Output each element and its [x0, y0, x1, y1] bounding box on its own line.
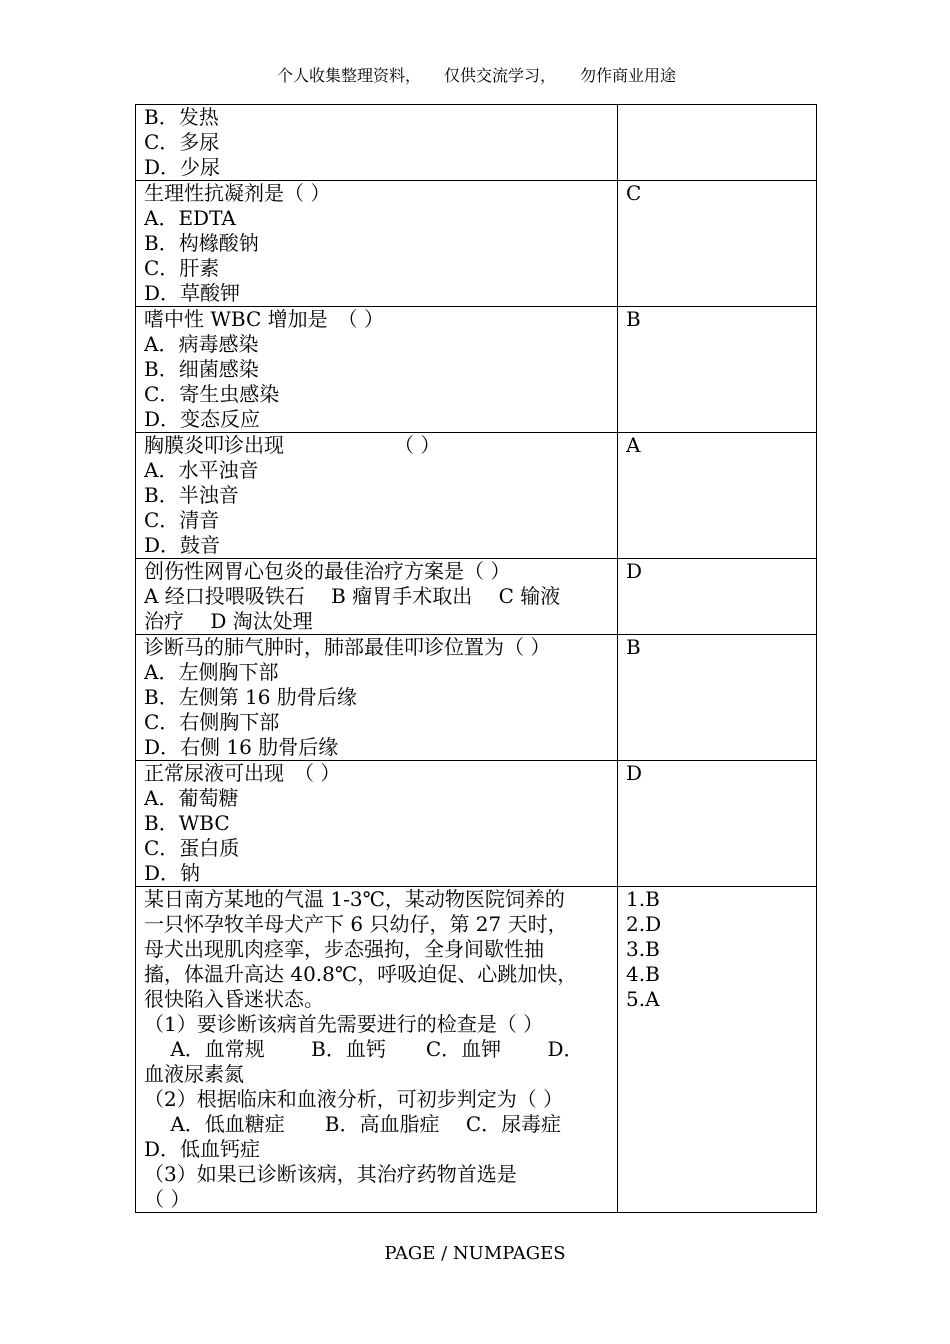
question-line: 搐，体温升高达 40.8℃，呼吸迫促、心跳加快，: [144, 962, 578, 986]
question-line: D．右侧 16 肋骨后缘: [144, 735, 339, 759]
question-line: A 经口投喂吸铁石 B 瘤胃手术取出 C 输液: [144, 584, 561, 608]
answer-line: 5.A: [626, 987, 660, 1011]
answer-line: D: [626, 761, 643, 785]
question-line: C．多尿: [144, 130, 220, 154]
question-cell: [136, 761, 618, 887]
question-cell: [136, 635, 618, 761]
question-row: [136, 433, 817, 559]
question-line: B．WBC: [144, 811, 230, 835]
question-line: D．钠: [144, 861, 201, 885]
question-line: B．细菌感染: [144, 357, 259, 381]
answer-cell: [618, 559, 817, 635]
question-cell: [136, 307, 618, 433]
question-cell: [136, 559, 618, 635]
question-line: D．鼓音: [144, 533, 221, 557]
answer-cell: [618, 635, 817, 761]
question-row: [136, 761, 817, 887]
header-part-2: 仅供交流学习，: [444, 66, 557, 85]
question-line: A．血常规 B．血钙 C．血钾 D．: [144, 1037, 584, 1061]
question-line: 很快陷入昏迷状态。: [144, 987, 324, 1011]
answer-line: B: [626, 635, 641, 659]
question-row: [136, 181, 817, 307]
question-line: 胸膜炎叩诊出现 （ ）: [144, 433, 441, 457]
question-row: [136, 559, 817, 635]
question-line: B．左侧第 16 肋骨后缘: [144, 685, 357, 709]
answer-line: 1.B: [626, 887, 660, 911]
question-line: D．低血钙症: [144, 1137, 261, 1161]
answer-line: 3.B: [626, 937, 660, 961]
answer-line: D: [626, 559, 643, 583]
question-line: 治疗 D 淘汰处理: [144, 609, 313, 633]
question-line: 血液尿素氮: [144, 1062, 244, 1086]
answer-cell: [618, 433, 817, 559]
answer-cell: [618, 887, 817, 1213]
question-row: [136, 887, 817, 1213]
question-line: C．蛋白质: [144, 836, 240, 860]
question-line: B．发热: [144, 105, 219, 129]
question-line: A．左侧胸下部: [144, 660, 279, 684]
question-line: C．清音: [144, 508, 220, 532]
question-line: B．构橼酸钠: [144, 231, 259, 255]
question-line: B．半浊音: [144, 483, 239, 507]
answer-line: A: [626, 433, 641, 457]
question-cell: [136, 433, 618, 559]
answer-line: C: [626, 181, 642, 205]
question-line: D．草酸钾: [144, 281, 241, 305]
question-line: D．变态反应: [144, 407, 261, 431]
question-line: 一只怀孕牧羊母犬产下 6 只幼仔，第 27 天时，: [144, 912, 568, 936]
answer-cell: [618, 181, 817, 307]
answer-cell: [618, 105, 817, 181]
question-line: （2）根据临床和血液分析，可初步判定为（ ）: [144, 1087, 564, 1111]
question-line: 某日南方某地的气温 1-3℃，某动物医院饲养的: [144, 887, 565, 911]
question-line: A．葡萄糖: [144, 786, 239, 810]
question-cell: [136, 105, 618, 181]
question-row: [136, 635, 817, 761]
answer-line: 4.B: [626, 962, 660, 986]
question-line: A．水平浊音: [144, 458, 259, 482]
question-line: C．右侧胸下部: [144, 710, 280, 734]
question-line: （ ）: [144, 1187, 191, 1211]
question-line: 诊断马的肺气肿时，肺部最佳叩诊位置为（ ）: [144, 635, 551, 659]
question-line: （3）如果已诊断该病，其治疗药物首选是: [144, 1162, 517, 1186]
question-line: D．少尿: [144, 155, 221, 179]
question-cell: [136, 887, 618, 1213]
header-part-1: 个人收集整理资料，: [277, 66, 422, 85]
answer-line: B: [626, 307, 641, 331]
header-part-3: 勿作商业用途: [580, 66, 677, 85]
question-line: C．肝素: [144, 256, 220, 280]
answer-cell: [618, 761, 817, 887]
question-cell: [136, 181, 618, 307]
question-table-body: [136, 105, 817, 1213]
question-line: （1）要诊断该病首先需要进行的检查是（ ）: [144, 1012, 544, 1036]
question-line: A．低血糖症 B．高血脂症 C．尿毒症: [144, 1112, 562, 1136]
question-line: 生理性抗凝剂是（ ）: [144, 181, 331, 205]
answer-cell: [618, 307, 817, 433]
question-row: [136, 307, 817, 433]
question-line: 正常尿液可出现 （ ）: [144, 761, 341, 785]
page-header: [0, 62, 950, 90]
question-line: A．EDTA: [144, 206, 236, 230]
answer-line: 2.D: [626, 912, 662, 936]
question-table: [135, 104, 817, 1213]
question-line: A．病毒感染: [144, 332, 259, 356]
question-line: 创伤性网胃心包炎的最佳治疗方案是（ ）: [144, 559, 511, 583]
question-line: 嗜中性 WBC 增加是 （ ）: [144, 307, 384, 331]
question-line: 母犬出现肌肉痉挛，步态强拘，全身间歇性抽: [144, 937, 544, 961]
page-footer: PAGE / NUMPAGES: [384, 1243, 566, 1264]
question-line: C．寄生虫感染: [144, 382, 280, 406]
question-row: [136, 105, 817, 181]
